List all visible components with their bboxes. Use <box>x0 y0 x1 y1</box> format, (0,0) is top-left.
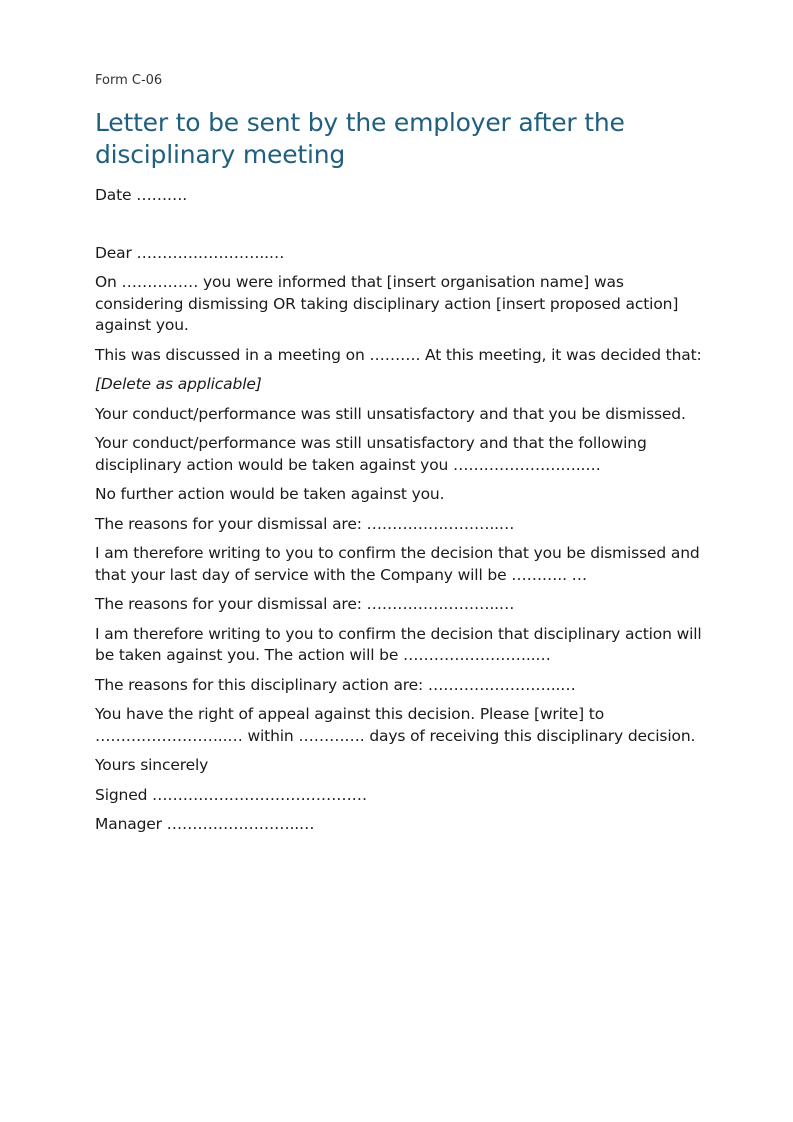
dismissal-reasons-1: The reasons for your dismissal are: ……………………..… <box>95 514 515 533</box>
appeal-paragraph: You have the right of appeal against this decision. Please [write] to ……………………..… within …………. days of receiving this disciplinary decision. <box>95 705 696 745</box>
signed-line: Signed …………………………………… <box>95 785 367 804</box>
outcome-dismissed: Your conduct/performance was still unsatisfactory and that you be dismissed. <box>95 404 686 423</box>
date-line: Date ………. <box>95 186 188 204</box>
dismissal-confirmation: I am therefore writing to you to confirm the decision that you be dismissed and that your last day of service with the Company will be ……….. … <box>95 544 700 584</box>
page-title: Letter to be sent by the employer after the disciplinary meeting <box>95 108 625 169</box>
form-code: Form C-06 <box>95 73 163 88</box>
closing: Yours sincerely <box>95 756 209 774</box>
letter-page <box>95 72 715 844</box>
outcome-disciplinary-action: Your conduct/performance was still unsatisfactory and that the following disciplinary action would be taken against you ……………………..… <box>95 434 647 474</box>
meeting-paragraph: This was discussed in a meeting on ………. At this meeting, it was decided that: <box>95 345 702 364</box>
disciplinary-confirmation: I am therefore writing to you to confirm the decision that disciplinary action will be taken against you. The action will be ……………………..… <box>95 624 702 664</box>
delete-instruction: [Delete as applicable] <box>95 375 262 393</box>
disciplinary-reasons: The reasons for this disciplinary action are: ……………………..… <box>95 675 576 694</box>
manager-line: Manager ……………………..… <box>95 815 315 833</box>
outcome-no-action: No further action would be taken against you. <box>95 485 445 503</box>
dismissal-reasons-2: The reasons for your dismissal are: ……………………..… <box>95 595 515 613</box>
intro-paragraph: On …………… you were informed that [insert organisation name] was considering dismissing OR taking disciplinary action [insert proposed action] against you. <box>95 273 679 334</box>
salutation: Dear ……………………..… <box>95 243 285 262</box>
